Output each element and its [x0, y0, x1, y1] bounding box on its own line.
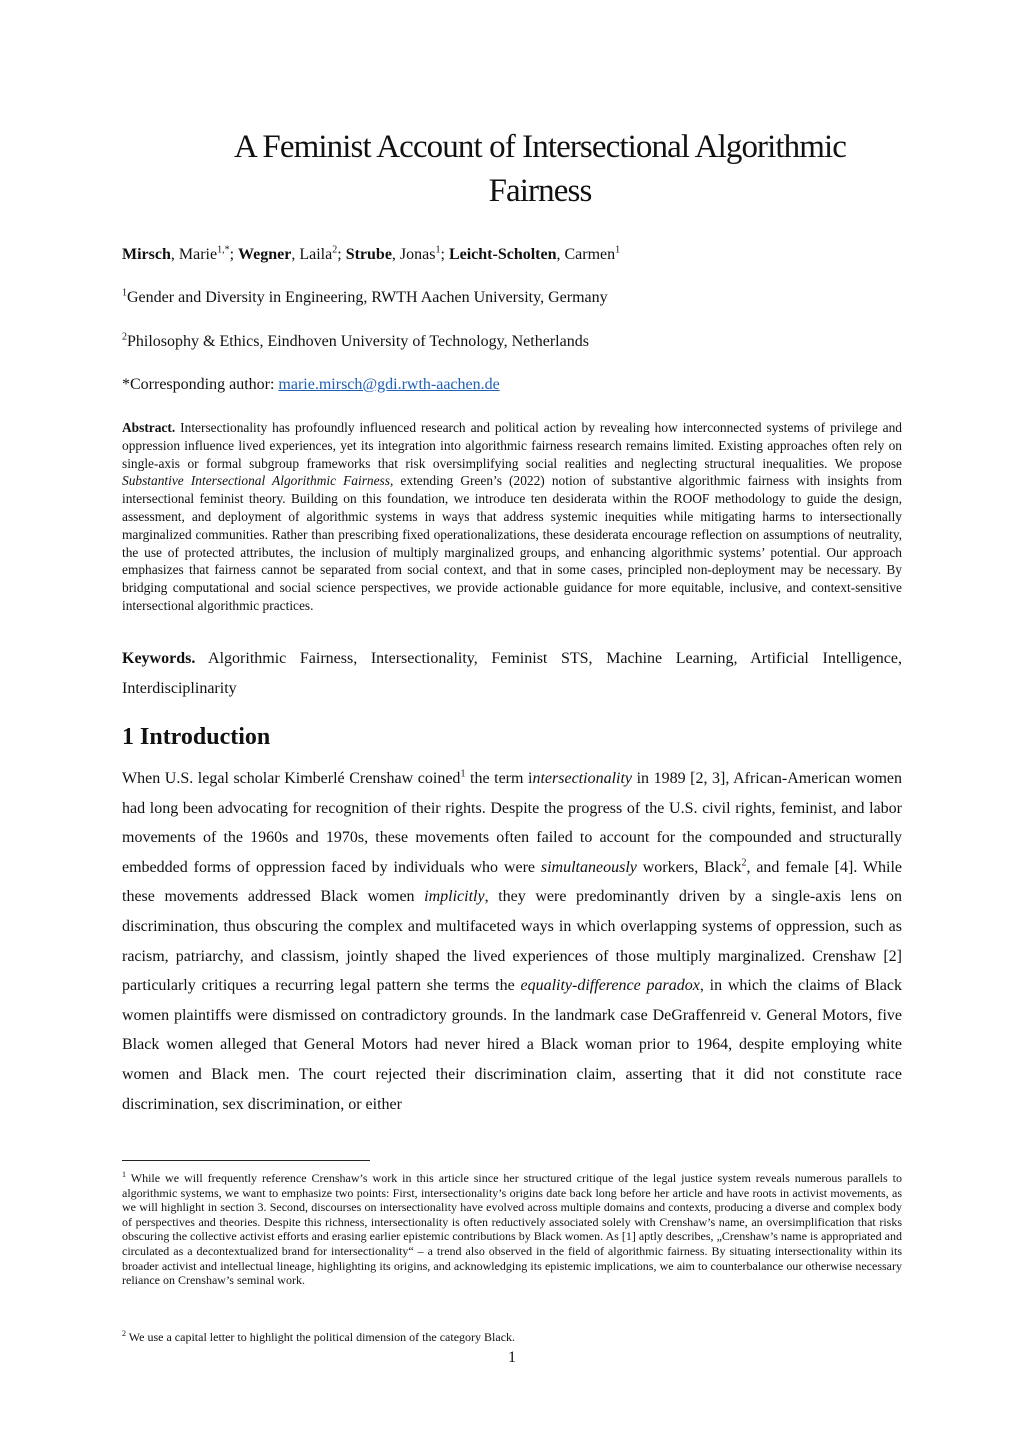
affiliation-1: $^1$Gender and Diversity in Engineering, RWTH Aachen University, Germany [122, 287, 608, 306]
abstract-label: Abstract. [122, 420, 176, 435]
intro-paragraph: When U.S. legal scholar Kimberlé Crenshaw coined$^1$ the term intersectionality in 1989 [2, 3], African-American women had long been advocating for recognition of their rights. Despite the progress of the U.S. civil rights, feminist, and labor movements of the 1960s and 1970s, these movements often failed to account for the compounded and structurally embedded forms of oppression faced by individuals who were simultaneously workers, Black$^2$, and female [4]. While these movements addressed Black women implicitly, they were predominantly driven by a single-axis lens on discrimination, thus obscuring the complex and multifaceted ways in which overlapping systems of oppression, such as racism, patriarchy, and classism, jointly shaped the lived experiences of those multiply marginalized. Crenshaw [2] particularly critiques a recurring legal pattern she terms the equality-difference paradox, in which the claims of Black women plaintiffs were dismissed on contradictory grounds. In the landmark case DeGraffenreid v. General Motors, five Black women alleged that General Motors had never hired a Black woman prior to 1964, despite employing white women and Black men. The court rejected their discrimination claim, asserting that it did not constitute race discrimination, sex discrimination, or either [122, 768, 903, 1113]
author-4: Leicht-Scholten, Carmen$^1$ [448, 244, 621, 263]
abstract: Abstract. Intersectionality has profoundly influenced research and political action by revealing how interconnected systems of privilege and oppression influence lived experiences, yet its integration into algorithmic fairness research remains limited. Existing approaches often rely on single-axis or formal subgroup frameworks that risk oversimplifying social realities and neglecting structural inequalities. We propose Substantive Intersectional Algorithmic Fairness, extending Green’s (2022) notion of substantive algorithmic fairness with insights from intersectional feminist theory. Building on this foundation, we introduce ten desiderata within the ROOF methodology to guide the design, assessment, and deployment of algorithmic systems in ways that address systemic inequities while mitigating harms to intersectionally marginalized communities. Rather than prescribing fixed operationalizations, these desiderata encourage reflection on assumptions of neutrality, the use of protected attributes, the inclusion of multiply marginalized groups, and enhancing algorithmic systems’ potential. Our approach emphasizes that fairness cannot be separated from social context, and that in some cases, principled non-deployment may be necessary. By bridging computational and social science perspectives, we provide actionable guidance for more equitable, inclusive, and context-sensitive intersectional algorithmic practices. [122, 420, 902, 613]
paper-title [190, 125, 890, 213]
author-2: Wegner, Laila$^2$; [238, 244, 346, 263]
author-list [122, 243, 620, 267]
section-heading: 1 Introduction [122, 724, 271, 750]
corresponding-author: *Corresponding author: marie.mirsch@gdi.rwth-aachen.de [122, 376, 500, 393]
keywords: Keywords. Algorithmic Fairness, Intersectionality, Feminist STS, Machine Learning, Artificial Intelligence, Interdisciplinarity [122, 650, 902, 697]
footnote-1: $^1$ While we will frequently reference Crenshaw’s work in this article since her structured critique of the legal justice system reveals numerous parallels to algorithmic systems, we want to emphasize two points: First, intersectionality’s origins date back long before her article and have roots in activist movements, as we will highlight in section 3. Second, discourses on intersectionality have evolved across multiple domains and contexts, producing a diverse and complex body of perspectives and theories. Despite this richness, intersectionality is often reductively associated solely with Crenshaw’s name, an oversimplification that risks obscuring the collective activist efforts and erasing earlier epistemic contributions by Black women. As [1] aptly describes, „Crenshaw’s name is appropriated and circulated as a decontextualized brand for intersectionality“ – a trend also observed in the field of algorithmic fairness. By situating intersectionality within its broader activist and intellectual lineage, highlighting its origins, and acknowledging its epistemic implications, we aim to counterbalance our otherwise necessary reliance on Crenshaw’s seminal work. [122, 1170, 902, 1288]
page-number: 1 [508, 1349, 516, 1366]
affiliation-2: $^2$Philosophy & Ethics, Eindhoven University of Technology, Netherlands [122, 331, 589, 350]
footnote-ref-2[interactable]: 2 [741, 857, 747, 869]
author-3: Strube, Jonas$^1$; [345, 244, 449, 263]
title-line-2: Fairness [488, 173, 592, 209]
title-line-1: A Feminist Account of Intersectional Algorithmic [233, 129, 847, 165]
footnote-2: $^2$ We use a capital letter to highlight the political dimension of the category Black. [122, 1329, 516, 1344]
author-1: Mirsch, Marie$^{1,*}$; [122, 244, 239, 263]
email-link[interactable]: marie.mirsch@gdi.rwth-aachen.de [278, 376, 500, 393]
footnote-divider [122, 1160, 370, 1161]
keywords-label: Keywords. [122, 650, 196, 667]
footnote-ref-1[interactable]: 1 [460, 768, 466, 780]
